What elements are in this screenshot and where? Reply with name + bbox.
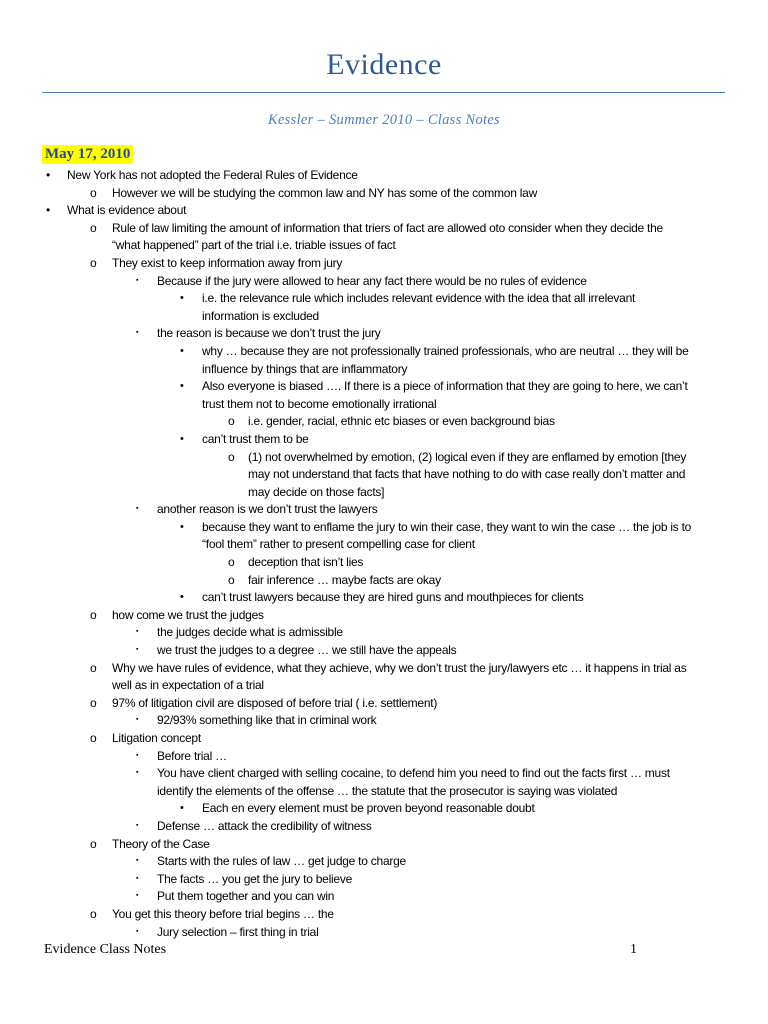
note-text: another reason is we don’t trust the lawyers	[157, 502, 378, 517]
note-line	[0, 255, 768, 273]
note-line	[0, 589, 768, 607]
note-text: Put them together and you can win	[157, 889, 335, 904]
bullet-marker: ▪	[136, 821, 139, 829]
bullet-marker: o	[90, 607, 97, 622]
bullet-marker: •	[180, 432, 184, 445]
document-title: Evidence	[326, 48, 442, 81]
note-text: identify the elements of the offense … the statute that the prosecutor is saying was violated	[157, 783, 618, 798]
bullet-marker: ▪	[136, 505, 139, 513]
bullet-marker: •	[180, 520, 184, 533]
bullet-marker: ▪	[136, 716, 139, 724]
bullet-marker: ▪	[136, 329, 139, 337]
note-line	[0, 449, 768, 467]
note-text: Starts with the rules of law … get judge to charge	[157, 854, 406, 869]
note-text: They exist to keep information away from jury	[112, 255, 343, 270]
note-text: the reason is because we don’t trust the jury	[157, 326, 381, 341]
bullet-marker: o	[90, 255, 97, 270]
note-text: “what happened” part of the trial i.e. triable issues of fact	[112, 238, 396, 253]
bullet-marker: ▪	[136, 751, 139, 759]
note-text: You get this theory before trial begins … the	[112, 906, 334, 921]
note-line	[0, 818, 768, 836]
bullet-marker: ▪	[136, 628, 139, 636]
note-text: deception that isn’t lies	[248, 555, 364, 570]
note-line	[0, 554, 768, 572]
note-text: “fool them” rather to present compelling case for client	[202, 537, 475, 552]
bullet-marker: o	[228, 572, 235, 587]
note-text: Theory of the Case	[112, 836, 210, 851]
note-text: well as in expectation of a trial	[112, 678, 264, 693]
bullet-marker: o	[90, 836, 97, 851]
note-line	[0, 836, 768, 854]
note-line	[0, 624, 768, 642]
note-text: The facts … you get the jury to believe	[157, 871, 353, 886]
note-line	[0, 572, 768, 590]
bullet-marker: o	[90, 220, 97, 235]
bullet-marker: o	[90, 695, 97, 710]
note-line	[0, 378, 768, 396]
note-text: 97% of litigation civil are disposed of before trial ( i.e. settlement)	[112, 695, 438, 710]
bullet-marker: o	[90, 660, 97, 675]
note-text: influence by things that are inflammatory	[202, 361, 408, 376]
document-subtitle: Kessler – Summer 2010 – Class Notes	[267, 112, 501, 128]
note-text: Also everyone is biased …. If there is a piece of information that they are going to here, we can’t	[202, 379, 688, 394]
bullet-marker: o	[90, 906, 97, 921]
note-text: New York has not adopted the Federal Rules of Evidence	[67, 168, 358, 182]
bullet-marker: ▪	[136, 276, 139, 284]
note-text: because they want to enflame the jury to win their case, they want to win the case … the job is to	[202, 519, 692, 534]
note-text: information is excluded	[202, 308, 319, 323]
note-text: Why we have rules of evidence, what they achieve, why we don’t trust the jury/lawyers etc … it happens in trial as	[112, 660, 687, 675]
page-number: 1	[630, 942, 637, 957]
note-text: may not understand that facts that have nothing to do with case really don’t matter and	[248, 467, 686, 482]
note-text: Defense … attack the credibility of witness	[157, 818, 372, 833]
note-line	[0, 308, 768, 326]
notes-list	[0, 167, 768, 941]
note-line	[0, 202, 768, 220]
bullet-marker: •	[180, 344, 184, 357]
note-text: You have client charged with selling cocaine, to defend him you need to find out the facts first … must	[157, 766, 670, 781]
note-text: Before trial …	[157, 748, 227, 763]
bullet-marker: o	[90, 185, 97, 200]
note-line	[0, 871, 768, 889]
bullet-marker: o	[228, 449, 235, 464]
note-line	[0, 290, 768, 308]
bullet-marker: o	[228, 414, 235, 429]
bullet-marker: •	[180, 591, 184, 604]
title-divider	[42, 92, 725, 93]
bullet-marker: ▪	[136, 857, 139, 865]
note-text: Litigation concept	[112, 731, 201, 745]
note-text: i.e. gender, racial, ethnic etc biases or even background bias	[248, 414, 555, 429]
note-text: how come we trust the judges	[112, 607, 264, 622]
note-line	[0, 413, 768, 431]
bullet-marker: ▪	[136, 874, 139, 882]
note-line	[0, 501, 768, 519]
note-text: 92/93% something like that in criminal work	[157, 713, 377, 728]
note-line	[0, 800, 768, 818]
note-text: we trust the judges to a degree … we still have the appeals	[157, 643, 457, 658]
note-text: trust them not to become emotionally irrational	[202, 396, 437, 411]
note-line	[0, 888, 768, 906]
bullet-marker: o	[228, 555, 235, 570]
note-text: the judges decide what is admissible	[157, 625, 343, 640]
note-text: can’t trust lawyers because they are hired guns and mouthpieces for clients	[202, 590, 584, 605]
bullet-marker: •	[180, 380, 184, 393]
note-line	[0, 536, 768, 554]
date-heading: May 17, 2010	[42, 145, 133, 164]
note-line	[0, 484, 768, 502]
note-line	[0, 783, 768, 801]
note-line	[0, 519, 768, 537]
bullet-marker: •	[46, 168, 50, 182]
note-line	[0, 361, 768, 379]
note-line	[0, 924, 768, 942]
note-line	[0, 607, 768, 625]
note-text: (1) not overwhelmed by emotion, (2) logical even if they are enflamed by emotion [they	[248, 449, 687, 464]
note-line	[0, 343, 768, 361]
bullet-marker: ▪	[136, 646, 139, 654]
note-text: fair inference … maybe facts are okay	[248, 572, 441, 587]
bullet-marker: o	[90, 731, 97, 745]
note-text: i.e. the relevance rule which includes relevant evidence with the idea that all irrelevant	[202, 291, 636, 306]
note-line	[0, 325, 768, 343]
note-line	[0, 466, 768, 484]
note-line	[0, 273, 768, 291]
bullet-marker: ▪	[136, 927, 139, 935]
note-line	[0, 730, 768, 748]
note-line	[0, 431, 768, 449]
note-line	[0, 677, 768, 695]
note-text: Jury selection – first thing in trial	[157, 924, 319, 939]
note-text: Rule of law limiting the amount of information that triers of fact are allowed oto consider when they decide the	[112, 220, 663, 235]
footer-title: Evidence Class Notes	[44, 942, 167, 957]
bullet-marker: •	[180, 292, 184, 305]
note-line	[0, 220, 768, 238]
note-line	[0, 167, 768, 185]
note-text: may decide on those facts]	[248, 484, 385, 499]
note-line	[0, 765, 768, 783]
bullet-marker: •	[46, 203, 50, 218]
note-line	[0, 748, 768, 766]
bullet-marker: ▪	[136, 769, 139, 777]
note-line	[0, 185, 768, 203]
note-text: However we will be studying the common law and NY has some of the common law	[112, 185, 537, 200]
note-text: Each en every element must be proven beyond reasonable doubt	[202, 801, 535, 816]
bullet-marker: ▪	[136, 892, 139, 900]
note-text: Because if the jury were allowed to hear any fact there would be no rules of evidence	[157, 273, 587, 288]
note-line	[0, 712, 768, 730]
note-line	[0, 396, 768, 414]
note-text: What is evidence about	[67, 203, 187, 218]
note-line	[0, 642, 768, 660]
note-line	[0, 695, 768, 713]
note-text: can’t trust them to be	[202, 431, 309, 446]
note-line	[0, 660, 768, 678]
bullet-marker: •	[180, 802, 184, 815]
note-text: why … because they are not professionally trained professionals, who are neutral … they will be	[202, 343, 689, 358]
note-line	[0, 906, 768, 924]
note-line	[0, 237, 768, 255]
note-line	[0, 853, 768, 871]
